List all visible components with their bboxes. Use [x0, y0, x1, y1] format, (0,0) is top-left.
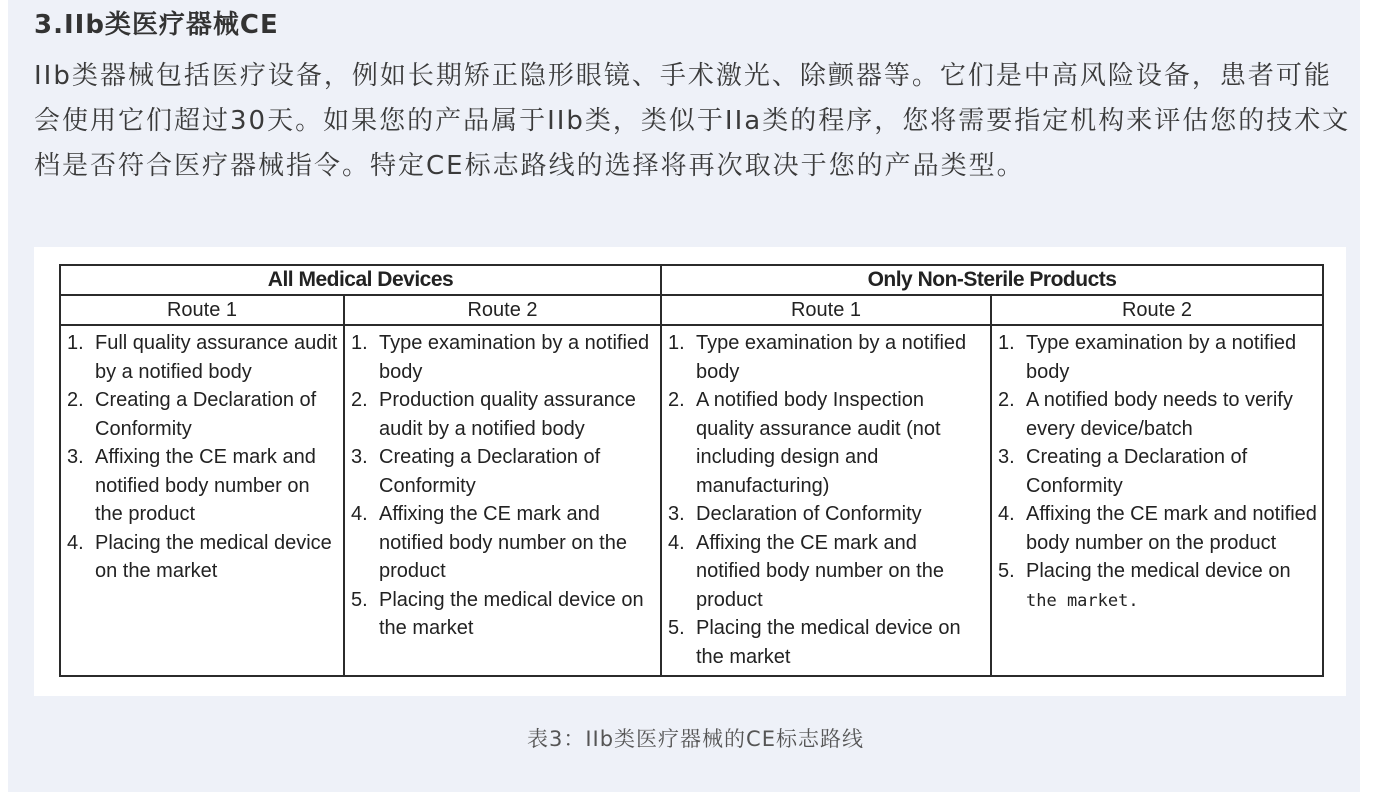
step-number: 5. [998, 560, 1015, 582]
route-steps-cell [60, 325, 344, 676]
step-number: 4. [668, 531, 685, 554]
step-number: 4. [351, 503, 368, 525]
step-item [351, 386, 656, 443]
step-item [998, 557, 1318, 615]
step-number: 4. [998, 503, 1015, 525]
route-steps-cell [991, 325, 1323, 676]
route-steps-cell [344, 325, 661, 676]
table-group-row [60, 265, 1323, 295]
route-header: Route 1 [661, 295, 991, 325]
step-item [67, 386, 339, 443]
step-item [351, 443, 656, 500]
step-text: Type examination by a notified body [379, 332, 650, 383]
step-number: 1. [998, 332, 1015, 354]
step-number: 2. [67, 389, 84, 411]
step-number: 1. [351, 332, 368, 354]
step-text: Affixing the CE mark and notified body number on the product [95, 446, 316, 525]
group-header-non-sterile: Only Non-Sterile Products [661, 265, 1323, 295]
step-item [998, 329, 1318, 386]
step-text: Affixing the CE mark and notified body number on the product [379, 503, 627, 582]
route-header: Route 2 [344, 295, 661, 325]
step-number: 3. [998, 446, 1015, 468]
step-text-tail: the market. [1026, 590, 1139, 611]
step-number: 2. [668, 389, 685, 411]
step-item [998, 386, 1318, 443]
step-number: 3. [668, 503, 685, 525]
step-item [351, 329, 656, 386]
step-item [351, 500, 656, 586]
step-list [351, 329, 656, 643]
step-text: Creating a Declaration of Conformity [1026, 446, 1248, 497]
step-list [668, 329, 986, 671]
table-figure [34, 247, 1346, 696]
step-item [668, 614, 986, 671]
step-item [351, 586, 656, 643]
step-text: Type examination by a notified body [696, 332, 967, 383]
step-text: Affixing the CE mark and notified body number on the product [1026, 503, 1317, 554]
step-text: Placing the medical device on the market [696, 617, 961, 668]
step-text: Declaration of Conformity [696, 503, 922, 525]
step-item [668, 386, 986, 500]
table-caption: 表3：IIb类医疗器械的CE标志路线 [526, 727, 864, 751]
step-item [668, 529, 986, 615]
step-item [67, 529, 339, 586]
step-text: Creating a Declaration of Conformity [95, 389, 317, 440]
step-item [668, 329, 986, 386]
table-steps-row [60, 325, 1323, 676]
step-number: 1. [67, 332, 84, 354]
step-number: 2. [998, 389, 1015, 411]
step-number: 5. [668, 617, 685, 639]
step-item [668, 500, 986, 529]
step-text: Affixing the CE mark and notified body number on the product [696, 531, 944, 611]
section-paragraph: IIb类器械包括医疗设备，例如长期矫正隐形眼镜、手术激光、除颤器等。它们是中高风险设备，患者可能会使用它们超过30天。如果您的产品属于IIb类，类似于IIa类的程序，您将需要指定机构来评估您的技术文档是否符合医疗器械指令。特定CE标志路线的选择将再次取决于您的产品类型。 [34, 61, 1351, 181]
step-list [67, 329, 339, 586]
step-text-main: Placing the medical device on [1026, 560, 1291, 582]
step-number: 4. [67, 531, 84, 554]
step-text: Production quality assurance audit by a notified body [379, 389, 636, 440]
step-text: Placing the medical device on the market [95, 531, 332, 582]
table-route-row [60, 295, 1323, 325]
step-item [998, 500, 1318, 557]
route-steps-cell [661, 325, 991, 676]
step-text: Full quality assurance audit by a notified body [95, 332, 338, 383]
step-item [67, 329, 339, 386]
route-header: Route 2 [991, 295, 1323, 325]
step-item [67, 443, 339, 529]
section-heading: 3.IIb类医疗器械CE [34, 10, 279, 40]
route-header: Route 1 [60, 295, 344, 325]
group-header-all-devices: All Medical Devices [60, 265, 661, 295]
step-number: 2. [351, 389, 368, 411]
step-text: A notified body needs to verify every device/batch [1026, 389, 1293, 440]
article-panel [8, 0, 1360, 792]
step-text [1026, 557, 1318, 615]
step-number: 1. [668, 332, 685, 354]
step-text: Type examination by a notified body [1026, 332, 1297, 383]
step-text: Creating a Declaration of Conformity [379, 446, 601, 497]
ce-route-table [59, 264, 1324, 677]
step-list [998, 329, 1318, 615]
step-number: 3. [67, 446, 84, 468]
step-text: Placing the medical device on the market [379, 588, 644, 639]
step-number: 5. [351, 588, 368, 611]
step-text: A notified body Inspection quality assurance audit (not including design and manufacturing) [696, 389, 941, 497]
step-item [998, 443, 1318, 500]
step-number: 3. [351, 446, 368, 468]
